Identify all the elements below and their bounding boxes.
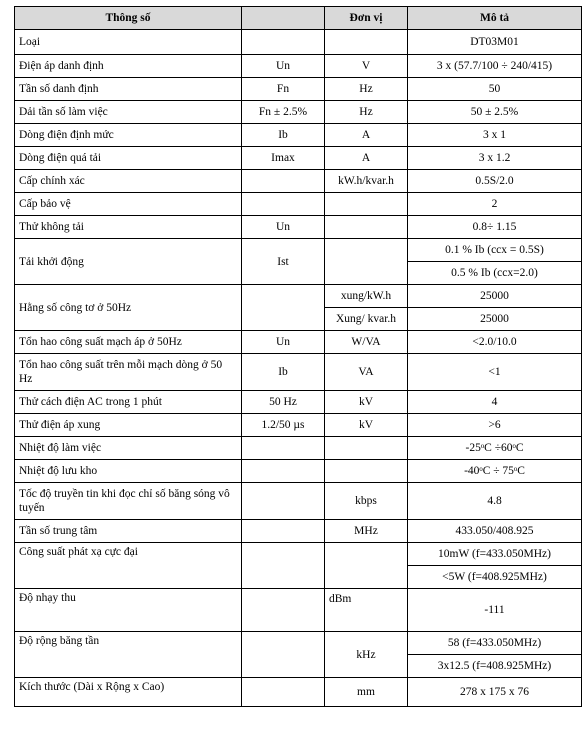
param-cell: Tổn hao công suất mạch áp ở 50Hz: [15, 331, 242, 354]
unit-cell: W/VA: [325, 331, 408, 354]
desc-cell: 50: [408, 78, 582, 101]
symbol-cell: Ist: [242, 239, 325, 285]
unit-cell: [325, 193, 408, 216]
table-row: [15, 520, 582, 543]
param-cell: Cấp chính xác: [15, 170, 242, 193]
table-row: [15, 632, 582, 655]
desc-cell: -111: [408, 589, 582, 632]
symbol-cell: Imax: [242, 147, 325, 170]
unit-cell: kbps: [325, 483, 408, 520]
symbol-cell: [242, 589, 325, 632]
unit-cell: [325, 30, 408, 55]
param-cell: Dòng điện quá tải: [15, 147, 242, 170]
desc-cell: 0.1 % Ib (ccx = 0.5S): [408, 239, 582, 262]
param-cell: Hằng số công tơ ở 50Hz: [15, 285, 242, 331]
table-row: [15, 216, 582, 239]
table-row: [15, 414, 582, 437]
table-row: [15, 101, 582, 124]
header-row: [15, 7, 582, 30]
table-row: [15, 391, 582, 414]
unit-cell: Xung/ kvar.h: [325, 308, 408, 331]
symbol-cell: [242, 543, 325, 589]
desc-cell: <5W (f=408.925MHz): [408, 566, 582, 589]
param-cell: Điện áp danh định: [15, 55, 242, 78]
desc-cell: 3 x 1: [408, 124, 582, 147]
table-row: [15, 460, 582, 483]
symbol-cell: Ib: [242, 354, 325, 391]
symbol-cell: [242, 678, 325, 707]
desc-cell: 58 (f=433.050MHz): [408, 632, 582, 655]
param-cell: Độ rộng băng tần: [15, 632, 242, 678]
param-cell: Tổn hao công suất trên mỗi mạch dòng ở 50 Hz: [15, 354, 242, 391]
unit-cell: Hz: [325, 78, 408, 101]
table-row: [15, 55, 582, 78]
unit-cell: [325, 437, 408, 460]
unit-cell: V: [325, 55, 408, 78]
unit-cell: dBm: [325, 589, 408, 632]
param-cell: Tải khởi động: [15, 239, 242, 285]
symbol-cell: [242, 483, 325, 520]
unit-cell: A: [325, 147, 408, 170]
param-cell: Loại: [15, 30, 242, 55]
table-row: [15, 170, 582, 193]
param-cell: Nhiệt độ làm việc: [15, 437, 242, 460]
symbol-cell: Fn ± 2.5%: [242, 101, 325, 124]
symbol-cell: [242, 170, 325, 193]
table-row: [15, 331, 582, 354]
specifications-table: [14, 6, 582, 707]
unit-cell: kV: [325, 414, 408, 437]
unit-cell: MHz: [325, 520, 408, 543]
symbol-cell: [242, 193, 325, 216]
desc-cell: <1: [408, 354, 582, 391]
desc-cell: 2: [408, 193, 582, 216]
param-cell: Dải tần số làm việc: [15, 101, 242, 124]
desc-cell: -25ᵒC ÷60ᵒC: [408, 437, 582, 460]
param-cell: Thử điện áp xung: [15, 414, 242, 437]
unit-cell: [325, 239, 408, 285]
desc-cell: 4: [408, 391, 582, 414]
desc-cell: 278 x 175 x 76: [408, 678, 582, 707]
desc-cell: 433.050/408.925: [408, 520, 582, 543]
table-row: [15, 354, 582, 391]
symbol-cell: Ib: [242, 124, 325, 147]
desc-cell: 10mW (f=433.050MHz): [408, 543, 582, 566]
symbol-cell: [242, 285, 325, 331]
desc-cell: -40ᵒC ÷ 75ᵒC: [408, 460, 582, 483]
desc-cell: 4.8: [408, 483, 582, 520]
unit-cell: [325, 543, 408, 589]
symbol-cell: [242, 520, 325, 543]
symbol-cell: [242, 30, 325, 55]
desc-cell: 3 x (57.7/100 ÷ 240/415): [408, 55, 582, 78]
table-row: [15, 437, 582, 460]
param-cell: Cấp bảo vệ: [15, 193, 242, 216]
desc-cell: 0.8÷ 1.15: [408, 216, 582, 239]
table-row: [15, 678, 582, 707]
unit-cell: A: [325, 124, 408, 147]
unit-cell: kHz: [325, 632, 408, 678]
table-row: [15, 483, 582, 520]
param-cell: Thử cách điện AC trong 1 phút: [15, 391, 242, 414]
param-cell: Thử không tải: [15, 216, 242, 239]
desc-cell: 25000: [408, 308, 582, 331]
desc-cell: 3 x 1.2: [408, 147, 582, 170]
unit-cell: kW.h/kvar.h: [325, 170, 408, 193]
param-cell: Công suất phát xạ cực đại: [15, 543, 242, 589]
symbol-cell: 50 Hz: [242, 391, 325, 414]
header-desc: Mô tả: [408, 7, 582, 30]
unit-cell: Hz: [325, 101, 408, 124]
desc-cell: 0.5S/2.0: [408, 170, 582, 193]
symbol-cell: [242, 632, 325, 678]
table-row: [15, 193, 582, 216]
symbol-cell: Fn: [242, 78, 325, 101]
symbol-cell: [242, 437, 325, 460]
param-cell: Nhiệt độ lưu kho: [15, 460, 242, 483]
table-row: [15, 589, 582, 632]
table-row: [15, 543, 582, 566]
symbol-cell: Un: [242, 55, 325, 78]
param-cell: Kích thước (Dài x Rộng x Cao): [15, 678, 242, 707]
symbol-cell: 1.2/50 µs: [242, 414, 325, 437]
unit-cell: kV: [325, 391, 408, 414]
unit-cell: VA: [325, 354, 408, 391]
header-symbol: [242, 7, 325, 30]
desc-cell: DT03M01: [408, 30, 582, 55]
param-cell: Dòng điện định mức: [15, 124, 242, 147]
unit-cell: mm: [325, 678, 408, 707]
unit-cell: [325, 460, 408, 483]
param-cell: Tần số trung tâm: [15, 520, 242, 543]
desc-cell: <2.0/10.0: [408, 331, 582, 354]
unit-cell: xung/kW.h: [325, 285, 408, 308]
header-param: Thông số: [15, 7, 242, 30]
symbol-cell: Un: [242, 331, 325, 354]
table-row: [15, 147, 582, 170]
desc-cell: 25000: [408, 285, 582, 308]
table-row: [15, 239, 582, 262]
desc-cell: >6: [408, 414, 582, 437]
param-cell: Tốc độ truyền tin khi đọc chỉ số băng sóng vô tuyến: [15, 483, 242, 520]
param-cell: Tần số danh định: [15, 78, 242, 101]
header-unit: Đơn vị: [325, 7, 408, 30]
table-row: [15, 285, 582, 308]
symbol-cell: Un: [242, 216, 325, 239]
table-row: [15, 78, 582, 101]
unit-cell: [325, 216, 408, 239]
param-cell: Độ nhạy thu: [15, 589, 242, 632]
table-row: [15, 124, 582, 147]
desc-cell: 50 ± 2.5%: [408, 101, 582, 124]
symbol-cell: [242, 460, 325, 483]
table-row: [15, 30, 582, 55]
desc-cell: 0.5 % Ib (ccx=2.0): [408, 262, 582, 285]
desc-cell: 3x12.5 (f=408.925MHz): [408, 655, 582, 678]
